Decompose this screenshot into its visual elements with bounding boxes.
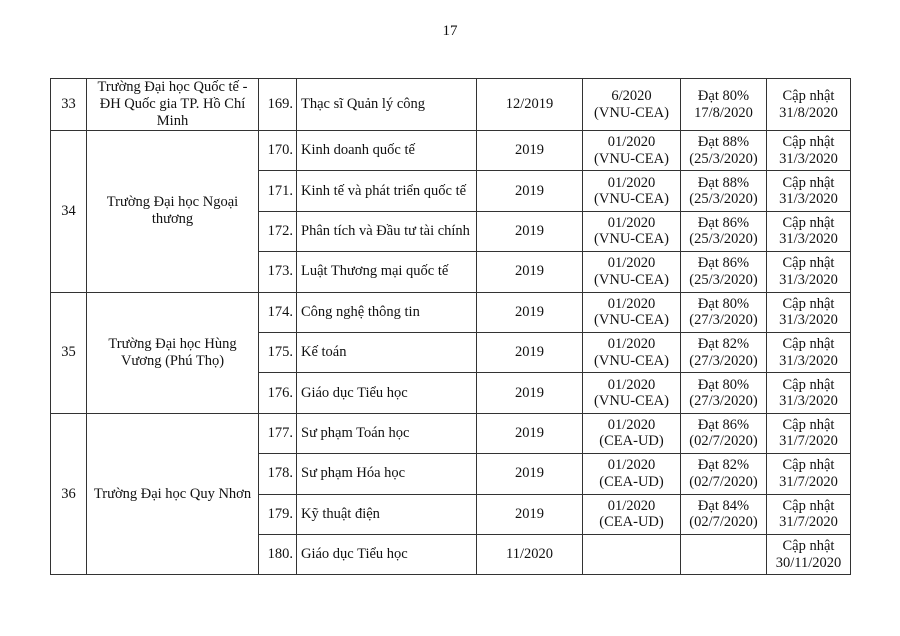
evaluation-cell-line2: (VNU-CEA) — [594, 150, 669, 167]
result-cell-line1: Đạt 88% — [697, 134, 750, 151]
update-cell-line2: 31/3/2020 — [779, 312, 838, 329]
university-name: Trường Đại học Quốc tế - ĐH Quốc gia TP. Hồ Chí Minh — [87, 79, 259, 131]
program-index: 171. — [259, 171, 297, 211]
update-cell — [767, 131, 851, 171]
evaluation-cell-line2: (VNU-CEA) — [594, 191, 669, 208]
evaluation-cell-line2: (VNU-CEA) — [594, 231, 669, 248]
university-stt: 33 — [51, 79, 87, 131]
evaluation-cell-line1: 01/2020 — [607, 214, 656, 231]
program-name: Giáo dục Tiểu học — [297, 534, 477, 574]
university-stt: 35 — [51, 292, 87, 413]
program-index: 174. — [259, 292, 297, 332]
result-cell-line1: Đạt 86% — [697, 255, 750, 272]
result-cell — [681, 131, 767, 171]
evaluation-cell — [583, 292, 681, 332]
university-stt: 36 — [51, 413, 87, 575]
evaluation-cell-line2: (VNU-CEA) — [594, 271, 669, 288]
result-cell-line2: (02/7/2020) — [689, 473, 758, 490]
evaluation-cell-line2: (CEA-UD) — [599, 473, 664, 490]
update-cell-line2: 31/3/2020 — [779, 150, 838, 167]
update-cell-line1: Cập nhật — [782, 336, 835, 353]
page-number: 17 — [442, 23, 458, 39]
update-cell — [767, 252, 851, 292]
program-index: 176. — [259, 373, 297, 413]
result-cell — [681, 252, 767, 292]
result-cell — [681, 413, 767, 453]
update-cell — [767, 454, 851, 494]
program-name: Kỹ thuật điện — [297, 494, 477, 534]
update-cell-line1: Cập nhật — [782, 457, 835, 474]
result-cell-line1: Đạt 80% — [697, 88, 750, 104]
program-year: 2019 — [477, 171, 583, 211]
update-cell — [767, 292, 851, 332]
result-cell-line2: (27/3/2020) — [689, 393, 758, 410]
evaluation-cell-line1: 01/2020 — [607, 134, 656, 151]
result-cell-line1: Đạt 82% — [697, 457, 750, 474]
program-name: Kinh tế và phát triển quốc tế — [297, 171, 477, 211]
table-row — [51, 292, 851, 332]
evaluation-cell-line2: (CEA-UD) — [599, 433, 664, 450]
update-cell-line1: Cập nhật — [782, 174, 835, 191]
update-cell-line2: 31/7/2020 — [779, 473, 838, 490]
program-name: Thạc sĩ Quản lý công — [297, 79, 477, 131]
update-cell-line2: 31/3/2020 — [779, 271, 838, 288]
evaluation-cell-line2: (VNU-CEA) — [594, 352, 669, 369]
evaluation-cell-line1: 01/2020 — [607, 336, 656, 353]
result-cell — [681, 454, 767, 494]
result-cell-line2: (02/7/2020) — [689, 433, 758, 450]
result-cell-line2: (02/7/2020) — [689, 514, 758, 531]
program-name: Luật Thương mại quốc tế — [297, 252, 477, 292]
evaluation-cell-line1: 01/2020 — [607, 174, 656, 191]
update-cell — [767, 494, 851, 534]
accreditation-table — [50, 78, 851, 575]
update-cell — [767, 332, 851, 372]
result-cell — [681, 494, 767, 534]
result-cell-line1: Đạt 86% — [697, 214, 750, 231]
program-index: 179. — [259, 494, 297, 534]
evaluation-cell — [583, 454, 681, 494]
update-cell-line2: 31/8/2020 — [779, 104, 838, 121]
result-cell-line2: (25/3/2020) — [689, 191, 758, 208]
evaluation-cell-line1: 01/2020 — [607, 457, 656, 474]
university-stt: 34 — [51, 131, 87, 293]
update-cell-line1: Cập nhật — [782, 88, 835, 104]
result-cell-line2: (27/3/2020) — [689, 352, 758, 369]
result-cell-line2: (25/3/2020) — [689, 231, 758, 248]
evaluation-cell-line2: (VNU-CEA) — [594, 104, 669, 121]
update-cell-line2: 31/7/2020 — [779, 433, 838, 450]
evaluation-cell-line1: 01/2020 — [607, 497, 656, 514]
update-cell — [767, 211, 851, 251]
program-index: 177. — [259, 413, 297, 453]
update-cell-line2: 31/7/2020 — [779, 514, 838, 531]
program-index: 180. — [259, 534, 297, 574]
result-cell-line2: 17/8/2020 — [694, 104, 753, 121]
update-cell-line1: Cập nhật — [782, 295, 835, 312]
update-cell-line1: Cập nhật — [782, 255, 835, 272]
result-cell-line1: Đạt 88% — [697, 174, 750, 191]
result-cell-line2: (25/3/2020) — [689, 271, 758, 288]
evaluation-cell-line1: 01/2020 — [607, 295, 656, 312]
result-cell — [681, 534, 767, 574]
update-cell-line2: 30/11/2020 — [775, 554, 842, 571]
evaluation-cell — [583, 494, 681, 534]
update-cell — [767, 79, 851, 131]
program-year: 2019 — [477, 454, 583, 494]
program-year: 2019 — [477, 332, 583, 372]
update-cell-line2: 31/3/2020 — [779, 191, 838, 208]
university-name: Trường Đại học Ngoại thương — [87, 131, 259, 293]
update-cell-line1: Cập nhật — [782, 376, 835, 393]
university-name: Trường Đại học Hùng Vương (Phú Thọ) — [87, 292, 259, 413]
result-cell-line2: (27/3/2020) — [689, 312, 758, 329]
update-cell — [767, 373, 851, 413]
program-name: Kinh doanh quốc tế — [297, 131, 477, 171]
evaluation-cell — [583, 413, 681, 453]
program-name: Kế toán — [297, 332, 477, 372]
result-cell — [681, 211, 767, 251]
result-cell — [681, 292, 767, 332]
table-row — [51, 131, 851, 171]
result-cell — [681, 79, 767, 131]
result-cell-line1: Đạt 82% — [697, 336, 750, 353]
update-cell-line2: 31/3/2020 — [779, 393, 838, 410]
evaluation-cell — [583, 373, 681, 413]
evaluation-cell — [583, 131, 681, 171]
update-cell-line1: Cập nhật — [782, 497, 835, 514]
update-cell-line1: Cập nhật — [782, 416, 835, 433]
program-name: Giáo dục Tiểu học — [297, 373, 477, 413]
program-year: 2019 — [477, 373, 583, 413]
update-cell-line2: 31/3/2020 — [779, 352, 838, 369]
result-cell-line1: Đạt 84% — [697, 497, 750, 514]
evaluation-cell-line2: (VNU-CEA) — [594, 312, 669, 329]
program-year: 2019 — [477, 494, 583, 534]
university-name: Trường Đại học Quy Nhơn — [87, 413, 259, 575]
evaluation-cell — [583, 332, 681, 372]
program-year: 2019 — [477, 413, 583, 453]
program-name: Sư phạm Toán học — [297, 413, 477, 453]
table-row — [51, 79, 851, 131]
evaluation-cell-line1: 01/2020 — [607, 255, 656, 272]
table-row — [51, 413, 851, 453]
evaluation-cell-line1: 01/2020 — [607, 416, 656, 433]
evaluation-cell — [583, 211, 681, 251]
update-cell-line1: Cập nhật — [782, 214, 835, 231]
program-index: 178. — [259, 454, 297, 494]
table-body — [51, 79, 851, 575]
result-cell — [681, 373, 767, 413]
program-year: 2019 — [477, 292, 583, 332]
program-index: 172. — [259, 211, 297, 251]
update-cell — [767, 413, 851, 453]
program-year: 2019 — [477, 131, 583, 171]
program-index: 170. — [259, 131, 297, 171]
program-index: 173. — [259, 252, 297, 292]
update-cell — [767, 171, 851, 211]
program-name: Phân tích và Đầu tư tài chính — [297, 211, 477, 251]
program-name: Công nghệ thông tin — [297, 292, 477, 332]
evaluation-cell-line1: 01/2020 — [607, 376, 656, 393]
evaluation-cell — [583, 171, 681, 211]
result-cell — [681, 171, 767, 211]
program-year: 2019 — [477, 252, 583, 292]
program-index: 175. — [259, 332, 297, 372]
update-cell-line1: Cập nhật — [782, 134, 835, 151]
update-cell-line1: Cập nhật — [782, 538, 835, 555]
evaluation-cell-line1: 6/2020 — [611, 88, 652, 104]
update-cell-line2: 31/3/2020 — [779, 231, 838, 248]
program-index: 169. — [259, 79, 297, 131]
program-year: 11/2020 — [477, 534, 583, 574]
result-cell-line1: Đạt 80% — [697, 295, 750, 312]
evaluation-cell-line2: (CEA-UD) — [599, 514, 664, 531]
program-name: Sư phạm Hóa học — [297, 454, 477, 494]
program-year: 12/2019 — [477, 79, 583, 131]
update-cell — [767, 534, 851, 574]
result-cell-line1: Đạt 80% — [697, 376, 750, 393]
program-year: 2019 — [477, 211, 583, 251]
evaluation-cell — [583, 252, 681, 292]
result-cell — [681, 332, 767, 372]
result-cell-line2: (25/3/2020) — [689, 150, 758, 167]
evaluation-cell — [583, 534, 681, 574]
evaluation-cell — [583, 79, 681, 131]
evaluation-cell-line2: (VNU-CEA) — [594, 393, 669, 410]
result-cell-line1: Đạt 86% — [697, 416, 750, 433]
